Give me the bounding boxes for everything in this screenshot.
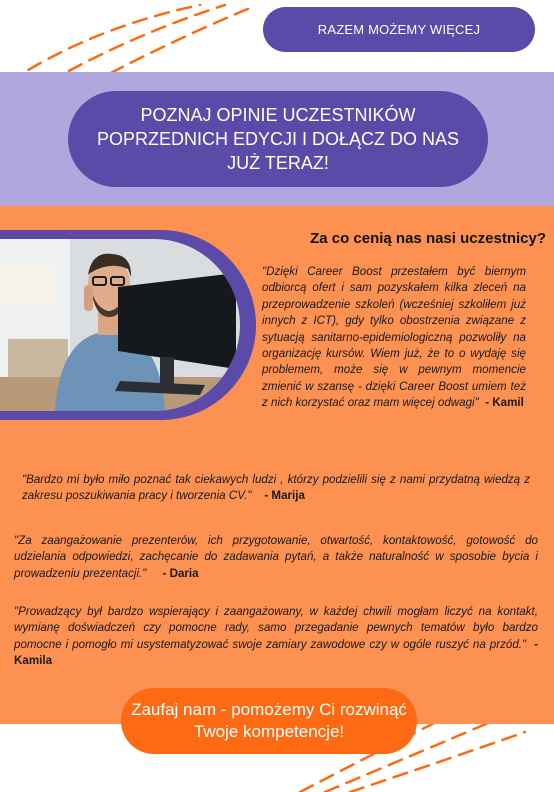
- testimonial-daria: [14, 533, 538, 582]
- testimonial-text: "Dzięki Career Boost przestałem być biernym odbiorcą ofert i sam pozyskałem kilka zleceń na przeprowadzenie szkoleń (wcześniej szkoliłem już innych z ICT), gdy tylko obostrzenia związane z sytuacją sanitarno-epidemiologiczną pozwoliły na organizację kursów. Wiem już, że to o wydaję się problemem, może się w pewnym momencie zmienić w szansę - dzięki Career Boost umiem też z nich korzystać oraz mam więcej odwagi": [262, 265, 526, 410]
- testimonial-author: - Kamila: [14, 637, 538, 668]
- testimonial-text: "Za zaangażowanie prezenterów, ich przygotowanie, otwartość, kontaktowość, gotowość do udzielania odpowiedzi, zachęcanie do zadawania pytań, a także naturalność w sposobie bycia i prowadzeniu prezentacji.": [14, 534, 538, 580]
- testimonial-kamila: [14, 604, 538, 670]
- testimonial-author: - Daria: [162, 566, 199, 580]
- footer-cta-button[interactable]: Zaufaj nam - pomożemy Ci rozwinąć Twoje kompetencje!: [121, 688, 417, 754]
- header-cta-button[interactable]: RAZEM MOŻEMY WIĘCEJ: [263, 7, 535, 52]
- photo-man-at-computer: [0, 239, 240, 411]
- testimonial-kamil: [262, 264, 526, 412]
- testimonials-heading: Za co cenią nas nasi uczestnicy?: [310, 230, 546, 247]
- testimonial-marija: [22, 472, 530, 505]
- testimonial-author: - Marija: [264, 489, 305, 503]
- testimonial-text: "Bardzo mi było miło poznać tak ciekawych ludzi , którzy podzielili się z nami przydatną wiedzą z zakresu poszukiwania pracy i tworzenia CV.": [22, 473, 530, 503]
- testimonial-author: - Kamil: [485, 396, 524, 410]
- banner-title: POZNAJ OPINIE UCZESTNIKÓW POPRZEDNICH EDYCJI I DOŁĄCZ DO NAS JUŻ TERAZ!: [68, 91, 488, 187]
- testimonial-text: "Prowadzący był bardzo wspierający i zaangażowany, w każdej chwili mogłam liczyć na kontakt, wymianę doświadczeń czy pomocne rady, samo przegadanie pewnych tematów było bardzo pomocne i pomogło mi usystematyzować swoje zamiary zawodowe czy w ogóle ruszyć na przód.": [14, 605, 538, 651]
